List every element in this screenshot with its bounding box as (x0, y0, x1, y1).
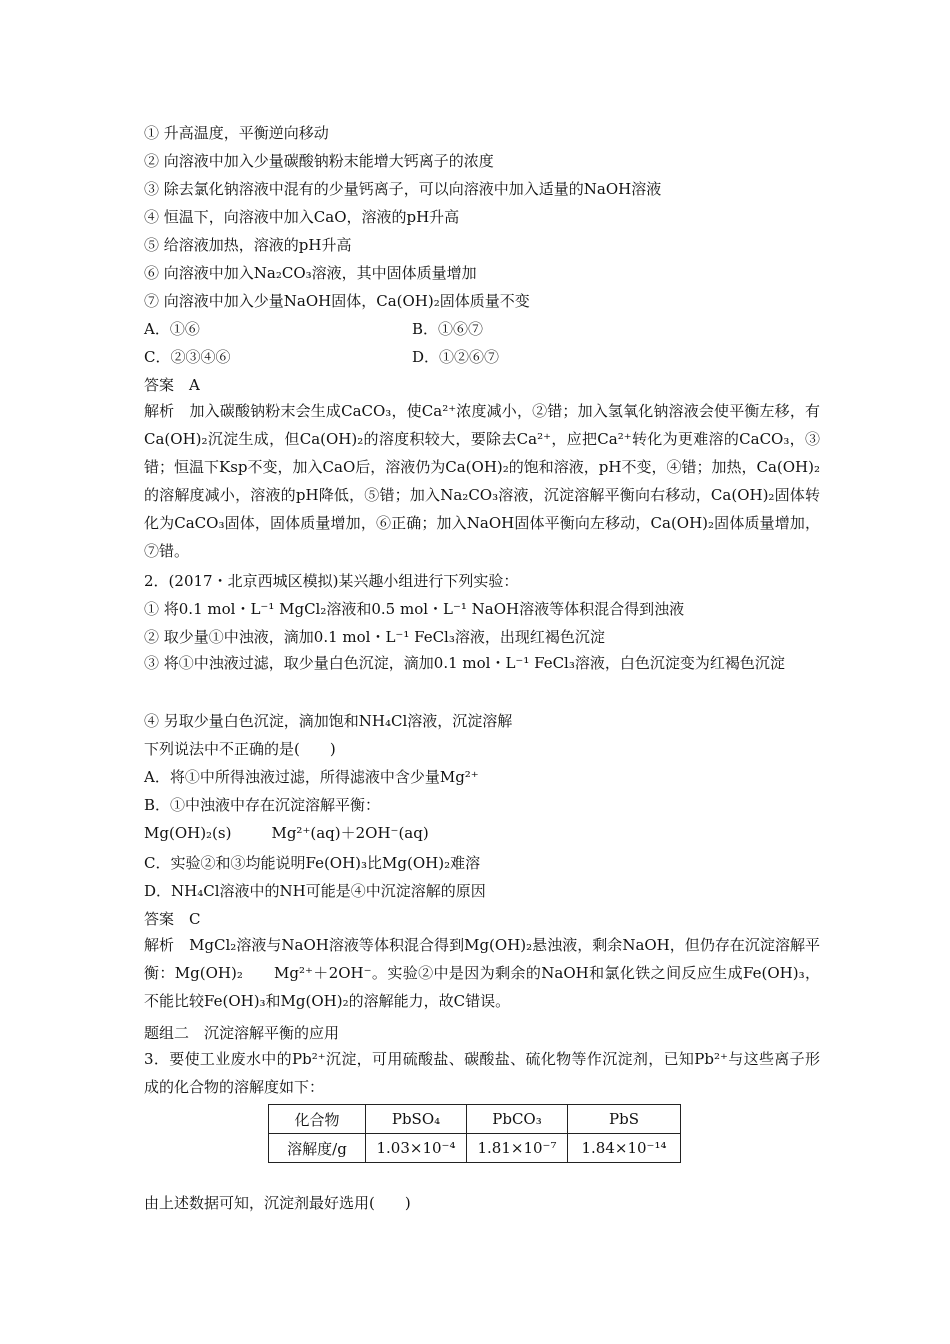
q1-statement-6: ⑥ 向溶液中加入Na₂CO₃溶液，其中固体质量增加 (144, 264, 477, 282)
q2-answer: 答案 C (144, 910, 201, 928)
table-header-cell: PbCO₃ (467, 1105, 568, 1134)
q2-option-b: B．①中浊液中存在沉淀溶解平衡： (144, 796, 381, 814)
q2-analysis: 解析 MgCl₂溶液与NaOH溶液等体积混合得到Mg(OH)₂悬浊液，剩余NaOH，但仍存在沉淀溶解平衡：Mg(OH)₂ Mg²⁺＋2OH⁻。实验②中是因为剩余的NaOH和氯化铁之间反应生成Fe(OH)₃，不能比较Fe(OH)₃和Mg(OH)₂的溶解能力，故C错误。 (144, 936, 820, 1010)
equation-right: Mg²⁺(aq)＋2OH⁻(aq) (271, 824, 429, 842)
q1-option-d: D．①②⑥⑦ (412, 348, 500, 366)
q2-equilibrium-equation (144, 823, 429, 843)
q2-option-d: D．NH₄Cl溶液中的NH可能是④中沉淀溶解的原因 (144, 882, 486, 900)
table-cell: 1.81×10⁻⁷ (467, 1134, 568, 1163)
q2-option-a: A．将①中所得浊液过滤，所得滤液中含少量Mg²⁺ (144, 768, 479, 786)
q2-experiment-4: ④ 另取少量白色沉淀，滴加饱和NH₄Cl溶液，沉淀溶解 (144, 712, 513, 730)
q1-option-a: A．①⑥ (144, 320, 200, 338)
solubility-table (268, 1104, 681, 1163)
q2-question: 下列说法中不正确的是( ) (144, 740, 336, 758)
q3-stem: 3．要使工业废水中的Pb²⁺沉淀，可用硫酸盐、碳酸盐、硫化物等作沉淀剂，已知Pb²⁺与这些离子形成的化合物的溶解度如下： (144, 1050, 820, 1096)
table-cell: 1.84×10⁻¹⁴ (568, 1134, 681, 1163)
q1-option-c: C．②③④⑥ (144, 348, 231, 366)
table-row (269, 1134, 681, 1163)
q1-statement-5: ⑤ 给溶液加热，溶液的pH升高 (144, 236, 352, 254)
q2-experiment-1: ① 将0.1 mol・L⁻¹ MgCl₂溶液和0.5 mol・L⁻¹ NaOH溶液等体积混合得到浊液 (144, 600, 685, 618)
table-header-cell: 化合物 (269, 1105, 366, 1134)
q1-statement-1: ① 升高温度，平衡逆向移动 (144, 124, 329, 142)
q1-statement-4: ④ 恒温下，向溶液中加入CaO，溶液的pH升高 (144, 208, 460, 226)
q3-question: 由上述数据可知，沉淀剂最好选用( ) (144, 1194, 411, 1212)
q1-answer: 答案 A (144, 376, 200, 394)
table-header-cell: PbSO₄ (366, 1105, 467, 1134)
q2-option-c: C．实验②和③均能说明Fe(OH)₃比Mg(OH)₂难溶 (144, 854, 481, 872)
table-cell: 1.03×10⁻⁴ (366, 1134, 467, 1163)
q1-statement-3: ③ 除去氯化钠溶液中混有的少量钙离子，可以向溶液中加入适量的NaOH溶液 (144, 180, 662, 198)
equation-left: Mg(OH)₂(s) (144, 824, 232, 842)
q1-statement-7: ⑦ 向溶液中加入少量NaOH固体，Ca(OH)₂固体质量不变 (144, 292, 530, 310)
q2-experiment-2: ② 取少量①中浊液，滴加0.1 mol・L⁻¹ FeCl₃溶液，出现红褐色沉淀 (144, 628, 605, 646)
table-cell: 溶解度/g (269, 1134, 366, 1163)
table-header-row (269, 1105, 681, 1134)
section-heading: 题组二 沉淀溶解平衡的应用 (144, 1024, 340, 1042)
q1-statement-2: ② 向溶液中加入少量碳酸钠粉末能增大钙离子的浓度 (144, 152, 494, 170)
q1-analysis: 解析 加入碳酸钠粉末会生成CaCO₃，使Ca²⁺浓度减小，②错；加入氢氧化钠溶液会使平衡左移，有Ca(OH)₂沉淀生成，但Ca(OH)₂的溶度积较大，要除去Ca²⁺，应把Ca²⁺转化为更难溶的CaCO₃，③错；恒温下Ksp不变，加入CaO后，溶液仍为Ca(OH)₂的饱和溶液，pH不变，④错；加热，Ca(OH)₂的溶解度减小，溶液的pH降低，⑤错；加入Na₂CO₃溶液，沉淀溶解平衡向右移动，Ca(OH)₂固体转化为CaCO₃固体，固体质量增加，⑥正确；加入NaOH固体平衡向左移动，Ca(OH)₂固体质量增加，⑦错。 (144, 402, 820, 560)
table-header-cell: PbS (568, 1105, 681, 1134)
q2-experiment-3: ③ 将①中浊液过滤，取少量白色沉淀，滴加0.1 mol・L⁻¹ FeCl₃溶液，白色沉淀变为红褐色沉淀 (144, 654, 785, 672)
q2-stem: 2．(2017・北京西城区模拟)某兴趣小组进行下列实验： (144, 572, 519, 590)
q1-option-b: B．①⑥⑦ (412, 320, 484, 338)
